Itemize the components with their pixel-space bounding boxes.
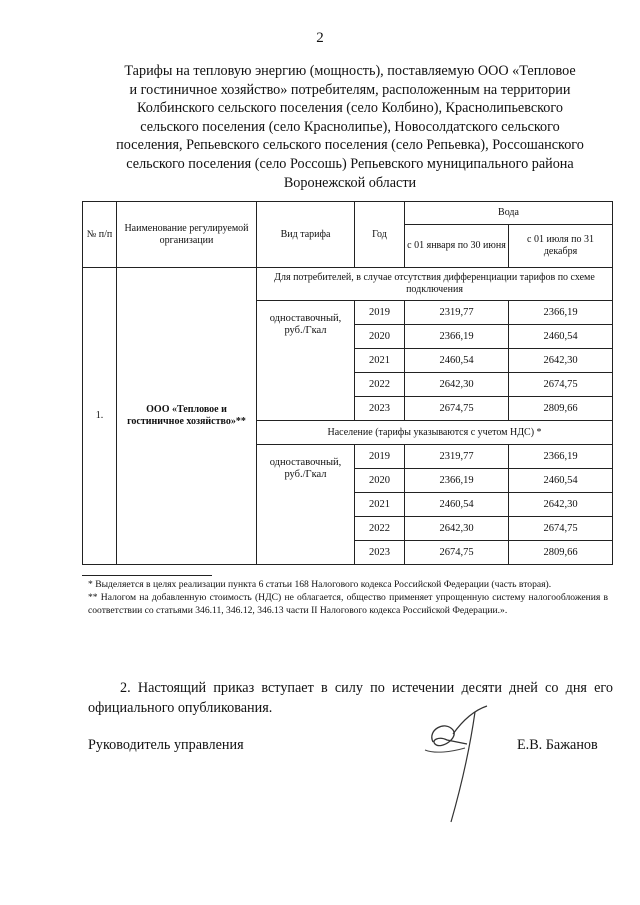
footnote-1: * Выделяется в целях реализации пункта 6 статьи 168 Налогового кодекса Российской Федерации (часть вторая). — [88, 579, 552, 590]
header-water: Вода — [405, 202, 613, 225]
year-cell: 2021 — [355, 349, 405, 373]
page-number: 2 — [316, 30, 324, 46]
value-cell: 2642,30 — [509, 349, 613, 373]
year-cell: 2022 — [355, 517, 405, 541]
footnotes — [88, 578, 608, 617]
year-cell: 2020 — [355, 325, 405, 349]
tariff-type: одноставочный, руб./Гкал — [257, 445, 355, 565]
organization-name: ООО «Тепловое и гостиничное хозяйство»** — [117, 268, 257, 565]
handwritten-signature — [405, 700, 515, 840]
value-cell: 2366,19 — [509, 445, 613, 469]
row-number: 1. — [83, 268, 117, 565]
year-cell: 2022 — [355, 373, 405, 397]
effective-date-paragraph: 2. Настоящий приказ вступает в силу по истечении десяти дней со дня его официального опубликования. — [88, 680, 613, 717]
value-cell: 2809,66 — [509, 397, 613, 421]
header-period-2: с 01 июля по 31 декабря — [509, 225, 613, 268]
header-tariff-type: Вид тарифа — [257, 202, 355, 268]
section-title: Для потребителей, в случае отсутствия дифференциации тарифов по схеме подключения — [257, 268, 613, 301]
value-cell: 2642,30 — [405, 517, 509, 541]
header-period-1: с 01 января по 30 июня — [405, 225, 509, 268]
value-cell: 2642,30 — [509, 493, 613, 517]
value-cell: 2809,66 — [509, 541, 613, 565]
value-cell: 2460,54 — [405, 493, 509, 517]
value-cell: 2460,54 — [405, 349, 509, 373]
value-cell: 2674,75 — [509, 517, 613, 541]
title-line: сельского поселения (село Россошь) Репьевского муниципального района — [126, 155, 574, 172]
signatory-role: Руководитель управления — [88, 737, 244, 753]
year-cell: 2020 — [355, 469, 405, 493]
title-line: Колбинского сельского поселения (село Колбино), Краснолипьевского — [137, 100, 563, 117]
header-num: № п/п — [83, 202, 117, 268]
tariff-type: одноставочный, руб./Гкал — [257, 301, 355, 421]
footnote-2: ** Налогом на добавленную стоимость (НДС) не облагается, общество применяет упрощенную систему налогообложения в соответствии со статьями 346.11, 346.12, 346.13 части II Налогового кодекса Российской Федерации.». — [88, 592, 608, 616]
value-cell: 2319,77 — [405, 445, 509, 469]
value-cell: 2674,75 — [405, 397, 509, 421]
year-cell: 2019 — [355, 301, 405, 325]
value-cell: 2366,19 — [405, 325, 509, 349]
footnote-rule — [82, 575, 212, 576]
title-line: сельского поселения (село Краснолипье), Новосолдатского сельского — [140, 118, 560, 135]
value-cell: 2366,19 — [509, 301, 613, 325]
header-organization: Наименование регулируемой организации — [117, 202, 257, 268]
value-cell: 2674,75 — [405, 541, 509, 565]
tariff-table — [82, 201, 613, 565]
value-cell: 2642,30 — [405, 373, 509, 397]
header-year: Год — [355, 202, 405, 268]
document-title — [70, 62, 630, 192]
value-cell: 2460,54 — [509, 325, 613, 349]
year-cell: 2023 — [355, 541, 405, 565]
section-title: Население (тарифы указываются с учетом НДС) * — [257, 421, 613, 445]
value-cell: 2460,54 — [509, 469, 613, 493]
value-cell: 2366,19 — [405, 469, 509, 493]
year-cell: 2023 — [355, 397, 405, 421]
title-line: и гостиничное хозяйство» потребителям, расположенным на территории — [129, 81, 571, 98]
title-line: Воронежской области — [283, 174, 417, 191]
year-cell: 2019 — [355, 445, 405, 469]
year-cell: 2021 — [355, 493, 405, 517]
value-cell: 2674,75 — [509, 373, 613, 397]
title-line: поселения, Репьевского сельского поселения (село Репьевка), Россошанского — [116, 137, 584, 154]
value-cell: 2319,77 — [405, 301, 509, 325]
title-line: Тарифы на тепловую энергию (мощность), поставляемую ООО «Тепловое — [124, 63, 576, 79]
signatory-name: Е.В. Бажанов — [517, 737, 598, 753]
